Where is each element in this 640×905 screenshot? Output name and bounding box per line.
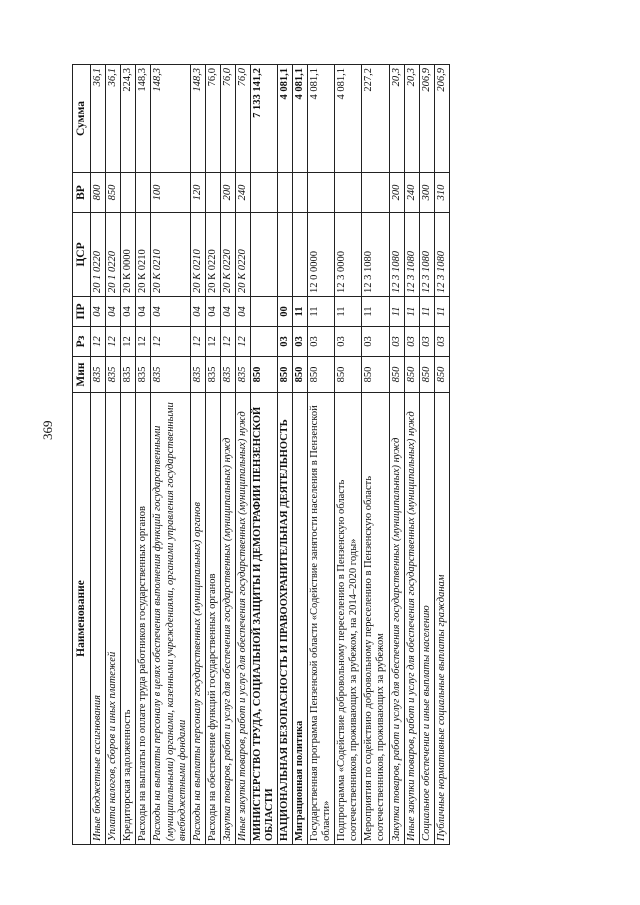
row-min: 835 <box>106 357 121 393</box>
row-csr: 20 К 0000 <box>121 213 136 297</box>
row-pr: 04 <box>235 297 250 327</box>
row-min: 850 <box>308 357 335 393</box>
row-min: 850 <box>293 357 308 393</box>
table-row <box>250 65 277 845</box>
budget-table <box>72 64 450 845</box>
row-csr: 12 3 1080 <box>404 213 419 297</box>
row-vr: 300 <box>419 173 434 213</box>
row-csr: 20 К 0210 <box>151 213 190 297</box>
row-min: 850 <box>404 357 419 393</box>
row-min: 835 <box>136 357 151 393</box>
row-sum: 20,3 <box>389 65 404 173</box>
row-vr: 240 <box>235 173 250 213</box>
table-row <box>308 65 335 845</box>
table-row <box>220 65 235 845</box>
row-name: Иные закупки товаров, работ и услуг для обеспечения государственных (муниципальных) нужд <box>235 393 250 845</box>
row-csr: 12 3 1080 <box>362 213 389 297</box>
row-vr <box>335 173 362 213</box>
row-rz: 03 <box>404 327 419 357</box>
row-min: 835 <box>190 357 205 393</box>
row-pr: 11 <box>434 297 449 327</box>
row-pr: 04 <box>91 297 106 327</box>
table-row <box>419 65 434 845</box>
row-rz: 12 <box>151 327 190 357</box>
row-sum: 4 081,1 <box>278 65 293 173</box>
row-sum: 7 133 141,2 <box>250 65 277 173</box>
row-rz: 03 <box>278 327 293 357</box>
row-min: 850 <box>335 357 362 393</box>
row-rz: 03 <box>389 327 404 357</box>
row-csr: 12 3 1080 <box>434 213 449 297</box>
header-name: Наименование <box>73 393 91 845</box>
row-min: 850 <box>362 357 389 393</box>
row-sum: 4 081,1 <box>335 65 362 173</box>
row-csr <box>250 213 277 297</box>
header-min: Мин <box>73 357 91 393</box>
table-row <box>389 65 404 845</box>
row-name: Иные бюджетные ассигнования <box>91 393 106 845</box>
row-min: 835 <box>220 357 235 393</box>
row-vr <box>308 173 335 213</box>
row-name: Социальное обеспечение и иные выплаты населению <box>419 393 434 845</box>
row-vr: 800 <box>91 173 106 213</box>
table-row <box>151 65 190 845</box>
header-sum: Сумма <box>73 65 91 173</box>
row-rz: 03 <box>335 327 362 357</box>
row-sum: 206,9 <box>434 65 449 173</box>
row-sum: 20,3 <box>404 65 419 173</box>
row-rz: 03 <box>419 327 434 357</box>
row-name: Расходы на обеспечение функций государственных органов <box>205 393 220 845</box>
row-name: НАЦИОНАЛЬНАЯ БЕЗОПАСНОСТЬ И ПРАВООХРАНИТЕЛЬНАЯ ДЕЯТЕЛЬНОСТЬ <box>278 393 293 845</box>
row-min: 850 <box>278 357 293 393</box>
row-csr: 20 К 0220 <box>220 213 235 297</box>
row-sum: 36,1 <box>91 65 106 173</box>
row-pr: 11 <box>293 297 308 327</box>
row-min: 835 <box>205 357 220 393</box>
row-csr: 20 К 0210 <box>136 213 151 297</box>
table-row <box>362 65 389 845</box>
row-min: 835 <box>235 357 250 393</box>
row-pr: 04 <box>151 297 190 327</box>
row-pr: 11 <box>362 297 389 327</box>
row-vr: 100 <box>151 173 190 213</box>
row-vr: 200 <box>220 173 235 213</box>
row-csr: 20 К 0210 <box>190 213 205 297</box>
row-min: 850 <box>434 357 449 393</box>
table-row <box>136 65 151 845</box>
row-name: Миграционная политика <box>293 393 308 845</box>
row-vr <box>293 173 308 213</box>
row-rz <box>250 327 277 357</box>
row-rz: 12 <box>190 327 205 357</box>
row-min: 835 <box>91 357 106 393</box>
row-name: Расходы на выплаты персоналу в целях обеспечения выполнения функций государственными (муниципальными) органами, казенными учреждениями, органами управления государственными внебюджетными фондами <box>151 393 190 845</box>
row-rz: 03 <box>434 327 449 357</box>
row-rz: 03 <box>308 327 335 357</box>
row-vr <box>250 173 277 213</box>
row-pr: 04 <box>121 297 136 327</box>
row-vr: 310 <box>434 173 449 213</box>
row-rz: 03 <box>293 327 308 357</box>
table-row <box>434 65 449 845</box>
row-rz: 12 <box>136 327 151 357</box>
row-pr: 11 <box>419 297 434 327</box>
table-row <box>235 65 250 845</box>
row-sum: 76,0 <box>220 65 235 173</box>
table-row <box>335 65 362 845</box>
row-pr: 04 <box>205 297 220 327</box>
row-sum: 148,3 <box>151 65 190 173</box>
row-name: МИНИСТЕРСТВО ТРУДА, СОЦИАЛЬНОЙ ЗАЩИТЫ И ДЕМОГРАФИИ ПЕНЗЕНСКОЙ ОБЛАСТИ <box>250 393 277 845</box>
row-name: Уплата налогов, сборов и иных платежей <box>106 393 121 845</box>
row-vr: 850 <box>106 173 121 213</box>
row-sum: 4 081,1 <box>308 65 335 173</box>
row-csr: 20 1 0220 <box>106 213 121 297</box>
row-min: 850 <box>419 357 434 393</box>
row-pr: 11 <box>404 297 419 327</box>
row-vr <box>205 173 220 213</box>
row-vr <box>278 173 293 213</box>
row-name: Публичные нормативные социальные выплаты гражданам <box>434 393 449 845</box>
table-row <box>190 65 205 845</box>
row-csr: 20 1 0220 <box>91 213 106 297</box>
table-row <box>205 65 220 845</box>
header-csr: ЦСР <box>73 213 91 297</box>
row-name: Подпрограмма «Содействие добровольному переселению в Пензенскую область соотечественников, проживающих за рубежом, на 2014–2020 годы» <box>335 393 362 845</box>
row-rz: 12 <box>205 327 220 357</box>
table-body <box>91 65 450 845</box>
row-name: Закупка товаров, работ и услуг для обеспечения государственных (муниципальных) нужд <box>389 393 404 845</box>
row-csr: 12 3 1080 <box>389 213 404 297</box>
row-vr <box>362 173 389 213</box>
page-number: 369 <box>40 420 55 440</box>
row-sum: 76,0 <box>205 65 220 173</box>
row-min: 850 <box>250 357 277 393</box>
row-pr: 04 <box>190 297 205 327</box>
header-vr: ВР <box>73 173 91 213</box>
row-csr: 12 3 1080 <box>419 213 434 297</box>
row-min: 835 <box>151 357 190 393</box>
row-rz: 12 <box>235 327 250 357</box>
row-sum: 227,2 <box>362 65 389 173</box>
row-rz: 12 <box>91 327 106 357</box>
row-vr <box>121 173 136 213</box>
row-sum: 224,3 <box>121 65 136 173</box>
row-min: 850 <box>389 357 404 393</box>
row-name: Иные закупки товаров, работ и услуг для обеспечения государственных (муниципальных) нужд <box>404 393 419 845</box>
table-row <box>404 65 419 845</box>
row-name: Закупка товаров, работ и услуг для обеспечения государственных (муниципальных) нужд <box>220 393 235 845</box>
row-min: 835 <box>121 357 136 393</box>
row-sum: 76,0 <box>235 65 250 173</box>
row-vr <box>136 173 151 213</box>
row-pr: 11 <box>335 297 362 327</box>
rotated-page-content <box>72 65 608 845</box>
table-row <box>106 65 121 845</box>
row-name: Кредиторская задолженность <box>121 393 136 845</box>
table-row <box>121 65 136 845</box>
row-csr: 20 К 0220 <box>235 213 250 297</box>
row-csr <box>293 213 308 297</box>
row-csr <box>278 213 293 297</box>
row-name: Расходы на выплаты персоналу государственных (муниципальных) органов <box>190 393 205 845</box>
table-row <box>278 65 293 845</box>
row-sum: 148,3 <box>190 65 205 173</box>
row-name: Расходы на выплаты по оплате труда работников государственных органов <box>136 393 151 845</box>
row-csr: 20 К 0220 <box>205 213 220 297</box>
row-pr: 11 <box>308 297 335 327</box>
row-pr: 04 <box>136 297 151 327</box>
row-rz: 12 <box>106 327 121 357</box>
row-vr: 240 <box>404 173 419 213</box>
header-pr: ПР <box>73 297 91 327</box>
row-rz: 03 <box>362 327 389 357</box>
table-header-row <box>73 65 91 845</box>
row-name: Мероприятия по содействию добровольному переселению в Пензенскую область соотечественников, проживающих за рубежом <box>362 393 389 845</box>
row-rz: 12 <box>121 327 136 357</box>
row-name: Государственная программа Пензенской области «Содействие занятости населения в Пензенской области» <box>308 393 335 845</box>
row-pr <box>250 297 277 327</box>
row-pr: 04 <box>220 297 235 327</box>
table-row <box>91 65 106 845</box>
row-sum: 148,3 <box>136 65 151 173</box>
row-sum: 206,9 <box>419 65 434 173</box>
row-vr: 200 <box>389 173 404 213</box>
row-csr: 12 0 0000 <box>308 213 335 297</box>
row-pr: 04 <box>106 297 121 327</box>
header-rz: Рз <box>73 327 91 357</box>
table-row <box>293 65 308 845</box>
row-csr: 12 3 0000 <box>335 213 362 297</box>
row-pr: 11 <box>389 297 404 327</box>
row-vr: 120 <box>190 173 205 213</box>
row-sum: 4 081,1 <box>293 65 308 173</box>
row-rz: 12 <box>220 327 235 357</box>
row-pr: 00 <box>278 297 293 327</box>
row-sum: 36,1 <box>106 65 121 173</box>
